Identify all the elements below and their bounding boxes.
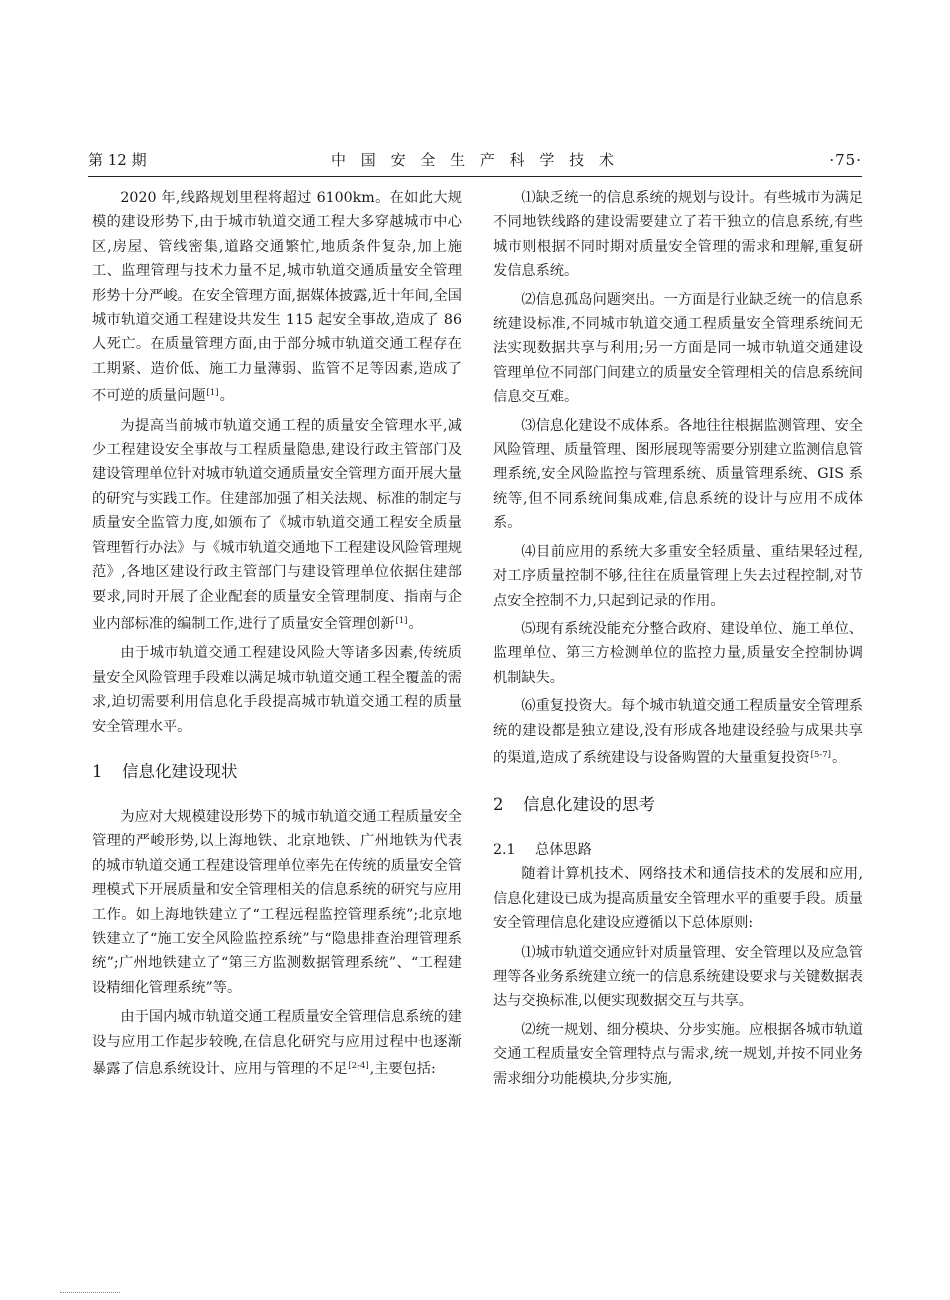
subsection-heading-2-1: 2.1 总体思路 bbox=[493, 842, 592, 859]
list-item: ⑴缺乏统一的信息系统的规划与设计。有些城市为满足不同地铁线路的建设需要建立了若干独立的信息系统,有些城市则根据不同时期对质量安全管理的需求和理解,重复研发信息系统。 bbox=[493, 190, 863, 280]
left-column bbox=[92, 186, 462, 1081]
scan-artifact-line bbox=[60, 1292, 120, 1293]
list-item: ⑸现有系统没能充分整合政府、建设单位、施工单位、监理单位、第三方检测单位的监控力量,质量安全控制协调机制缺失。 bbox=[493, 620, 863, 686]
citation[interactable]: [1] bbox=[206, 388, 219, 399]
paragraph: 2020 年,线路规划里程将超过 6100km。在如此大规模的建设形势下,由于城市轨道交通工程大多穿越城市中心区,房屋、管线密集,道路交通繁忙,地质条件复杂,加上施工、监理管理与技术力量不足,城市轨道交通质量安全管理形势十分严峻。在安全管理方面,据媒体披露,近十年间,全国城市轨道交通工程建设共发生 115 起安全事故,造成了 86 人死亡。在质量管理方面,由于部分城市轨道交通工程存在工期紧、造价低、施工力量薄弱、监管不足等因素,造成了不可逆的质量问题[1]。 bbox=[92, 190, 462, 405]
list-item: ⑵信息孤岛问题突出。一方面是行业缺乏统一的信息系统建设标准,不同城市轨道交通工程质量安全管理系统间无法实现数据共享与利用;另一方面是同一城市轨道交通建设管理单位不同部门间建立的质量安全管理相关的信息系统间信息交互难。 bbox=[493, 291, 863, 406]
paragraph: 为提高当前城市轨道交通工程的质量安全管理水平,减少工程建设安全事故与工程质量隐患,建设行政主管部门及建设管理单位针对城市轨道交通质量安全管理方面开展大量的研究与实践工作。住建部加强了相关法规、标准的制定与质量安全监管力度,如颁布了《城市轨道交通工程安全质量管理暂行办法》与《城市轨道交通地下工程建设风险管理规范》,各地区建设行政主管部门与建设管理单位依据住建部要求,同时开展了企业配套的质量安全管理制度、指南与企业内部标准的编制工作,进行了质量安全管理创新[1]。 bbox=[92, 417, 462, 632]
issue-number: 第 12 期 bbox=[88, 151, 147, 169]
paragraph: 由于国内城市轨道交通工程质量安全管理信息系统的建设与应用工作起步较晚,在信息化研究与应用过程中也逐渐暴露了信息系统设计、应用与管理的不足[2-4],主要包括: bbox=[92, 1009, 462, 1077]
right-column bbox=[493, 186, 863, 1091]
page-number: ·75· bbox=[829, 151, 862, 169]
section-heading-2: 2 信息化建设的思考 bbox=[493, 795, 655, 815]
list-item: ⑶信息化建设不成体系。各地往往根据监测管理、安全风险管理、质量管理、图形展现等需要分别建立监测信息管理系统,安全风险监控与管理系统、质量管理系统、GIS 系统等,但不同系统间集成难,信息系统的设计与应用不成体系。 bbox=[493, 417, 863, 532]
list-item: ⑵统一规划、细分模块、分步实施。应根据各城市轨道交通工程质量安全管理特点与需求,统一规划,并按不同业务需求细分功能模块,分步实施, bbox=[493, 1021, 863, 1087]
header-rule bbox=[88, 176, 862, 177]
citation[interactable]: [1] bbox=[395, 615, 408, 626]
section-heading-1: 1 信息化建设现状 bbox=[92, 761, 238, 781]
paragraph: 为应对大规模建设形势下的城市轨道交通工程质量安全管理的严峻形势,以上海地铁、北京地铁、广州地铁为代表的城市轨道交通工程建设管理单位率先在传统的质量安全管理模式下开展质量和安全管理相关的信息系统的研究与应用工作。如上海地铁建立了“工程远程监控管理系统”;北京地铁建立了“施工安全风险监控系统”与“隐患排查治理管理系统”;广州地铁建立了“第三方监测数据管理系统”、“工程建设精细化管理系统”等。 bbox=[92, 808, 462, 996]
journal-title: 中 国 安 全 生 产 科 学 技 术 bbox=[331, 151, 619, 169]
paragraph: 随着计算机技术、网络技术和通信技术的发展和应用,信息化建设已成为提高质量安全管理水平的重要手段。质量安全管理信息化建设应遵循以下总体原则: bbox=[493, 866, 863, 932]
list-item: ⑹重复投资大。每个城市轨道交通工程质量安全管理系统的建设都是独立建设,没有形成各地建设经验与成果共享的渠道,造成了系统建设与设备购置的大量重复投资[5-7]。 bbox=[493, 698, 863, 766]
list-item: ⑷目前应用的系统大多重安全轻质量、重结果轻过程,对工序质量控制不够,往往在质量管理上失去过程控制,对节点安全控制不力,只起到记录的作用。 bbox=[493, 543, 863, 609]
citation[interactable]: [2-4] bbox=[348, 1061, 369, 1071]
running-header bbox=[88, 146, 862, 174]
list-item: ⑴城市轨道交通应针对质量管理、安全管理以及应急管理等各业务系统建立统一的信息系统建设要求与关键数据表达与交换标准,以便实现数据交互与共享。 bbox=[493, 944, 863, 1010]
paragraph: 由于城市轨道交通工程建设风险大等诸多因素,传统质量安全风险管理手段难以满足城市轨道交通工程全覆盖的需求,迫切需要利用信息化手段提高城市轨道交通工程的质量安全管理水平。 bbox=[92, 645, 462, 735]
citation[interactable]: [5-7] bbox=[810, 749, 831, 760]
